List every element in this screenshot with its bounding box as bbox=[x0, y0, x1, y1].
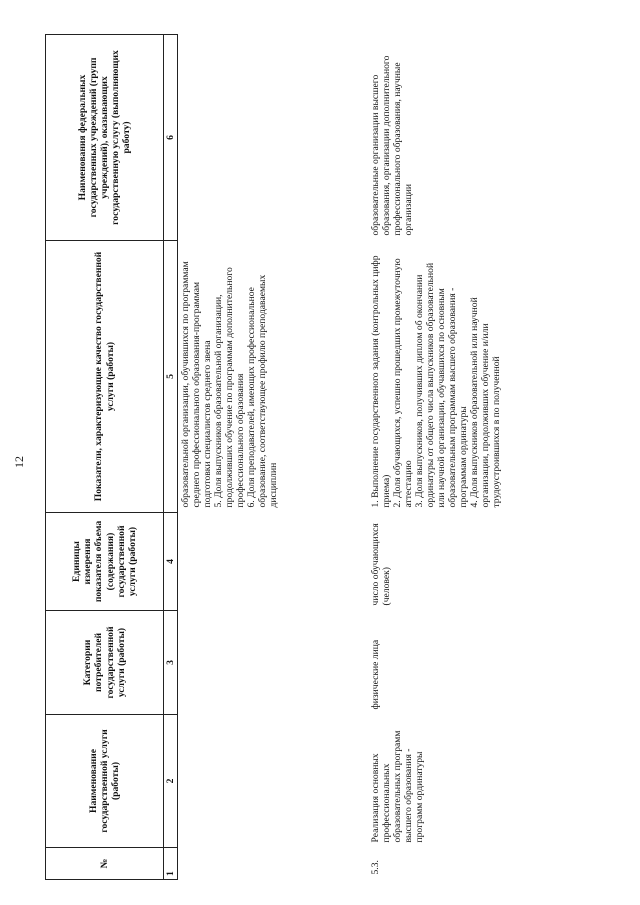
rotated-table-wrapper bbox=[45, 35, 635, 880]
row-consumers: физические лица bbox=[369, 639, 381, 710]
col-number-5: 5 bbox=[164, 241, 178, 513]
row-units: число обучающихся (человек) bbox=[369, 523, 392, 606]
header-units: Единицы измерения показателя объема (содержания) государственной услуги (работы) bbox=[46, 513, 164, 611]
continuation-text: образовательной организации, обучившихся по программам среднего профессионального образования-программам подготовки специалистов среднего звена 5. Доля выпускников образовательной организации, продолживших обучение по программам дополнительного профессионального образования 6. Доля преподавателей, имеющих профессиональное образование, соответствующее профилю преподаваемых дисциплин bbox=[180, 261, 280, 508]
col-number-1: 1 bbox=[164, 848, 178, 880]
header-num: № bbox=[46, 848, 164, 880]
continuation-row bbox=[178, 35, 368, 880]
header-institutions: Наименования федеральных государственных учреждений (групп учреждений), оказывающих государственную услугу (выполняющих работу) bbox=[46, 35, 164, 241]
header-quality: Показатели, характеризующие качество государственной услуги (работы) bbox=[46, 241, 164, 513]
col-number-6: 6 bbox=[164, 35, 178, 241]
header-service: Наименование государственной услуги (работы) bbox=[46, 715, 164, 848]
header-row bbox=[46, 35, 164, 880]
col-number-4: 4 bbox=[164, 513, 178, 611]
table-row bbox=[368, 35, 504, 880]
row-institutions: образовательные организации высшего образования, организации дополнительного профессионального образования, научные организации bbox=[369, 55, 414, 236]
column-number-row bbox=[164, 35, 178, 880]
row-service: Реализация основных профессиональных образовательных программ высшего образования - программ ординатуры bbox=[369, 730, 425, 843]
services-table bbox=[45, 34, 504, 880]
page-number: 12 bbox=[12, 456, 26, 468]
header-consumers: Категории потребителей государственной услуги (работы) bbox=[46, 611, 164, 715]
col-number-3: 3 bbox=[164, 611, 178, 715]
row-quality: 1. Выполнение государственного задания (контрольных цифр приема) 2. Доля обучающихся, успешно прошедших промежуточную аттестацию 3. Доля выпускников, получивших диплом об окончании ординатуры от общего числа выпускников образовательной или научной организации, обучавшихся по основным образовательным программам высшего образования - программам ординатуры 4. Доля выпускников образовательной или научной организации, продолживших обучение и/или трудоустроившихся в по полученной bbox=[369, 255, 502, 508]
col-number-2: 2 bbox=[164, 715, 178, 848]
row-number: 5.3. bbox=[369, 860, 381, 875]
